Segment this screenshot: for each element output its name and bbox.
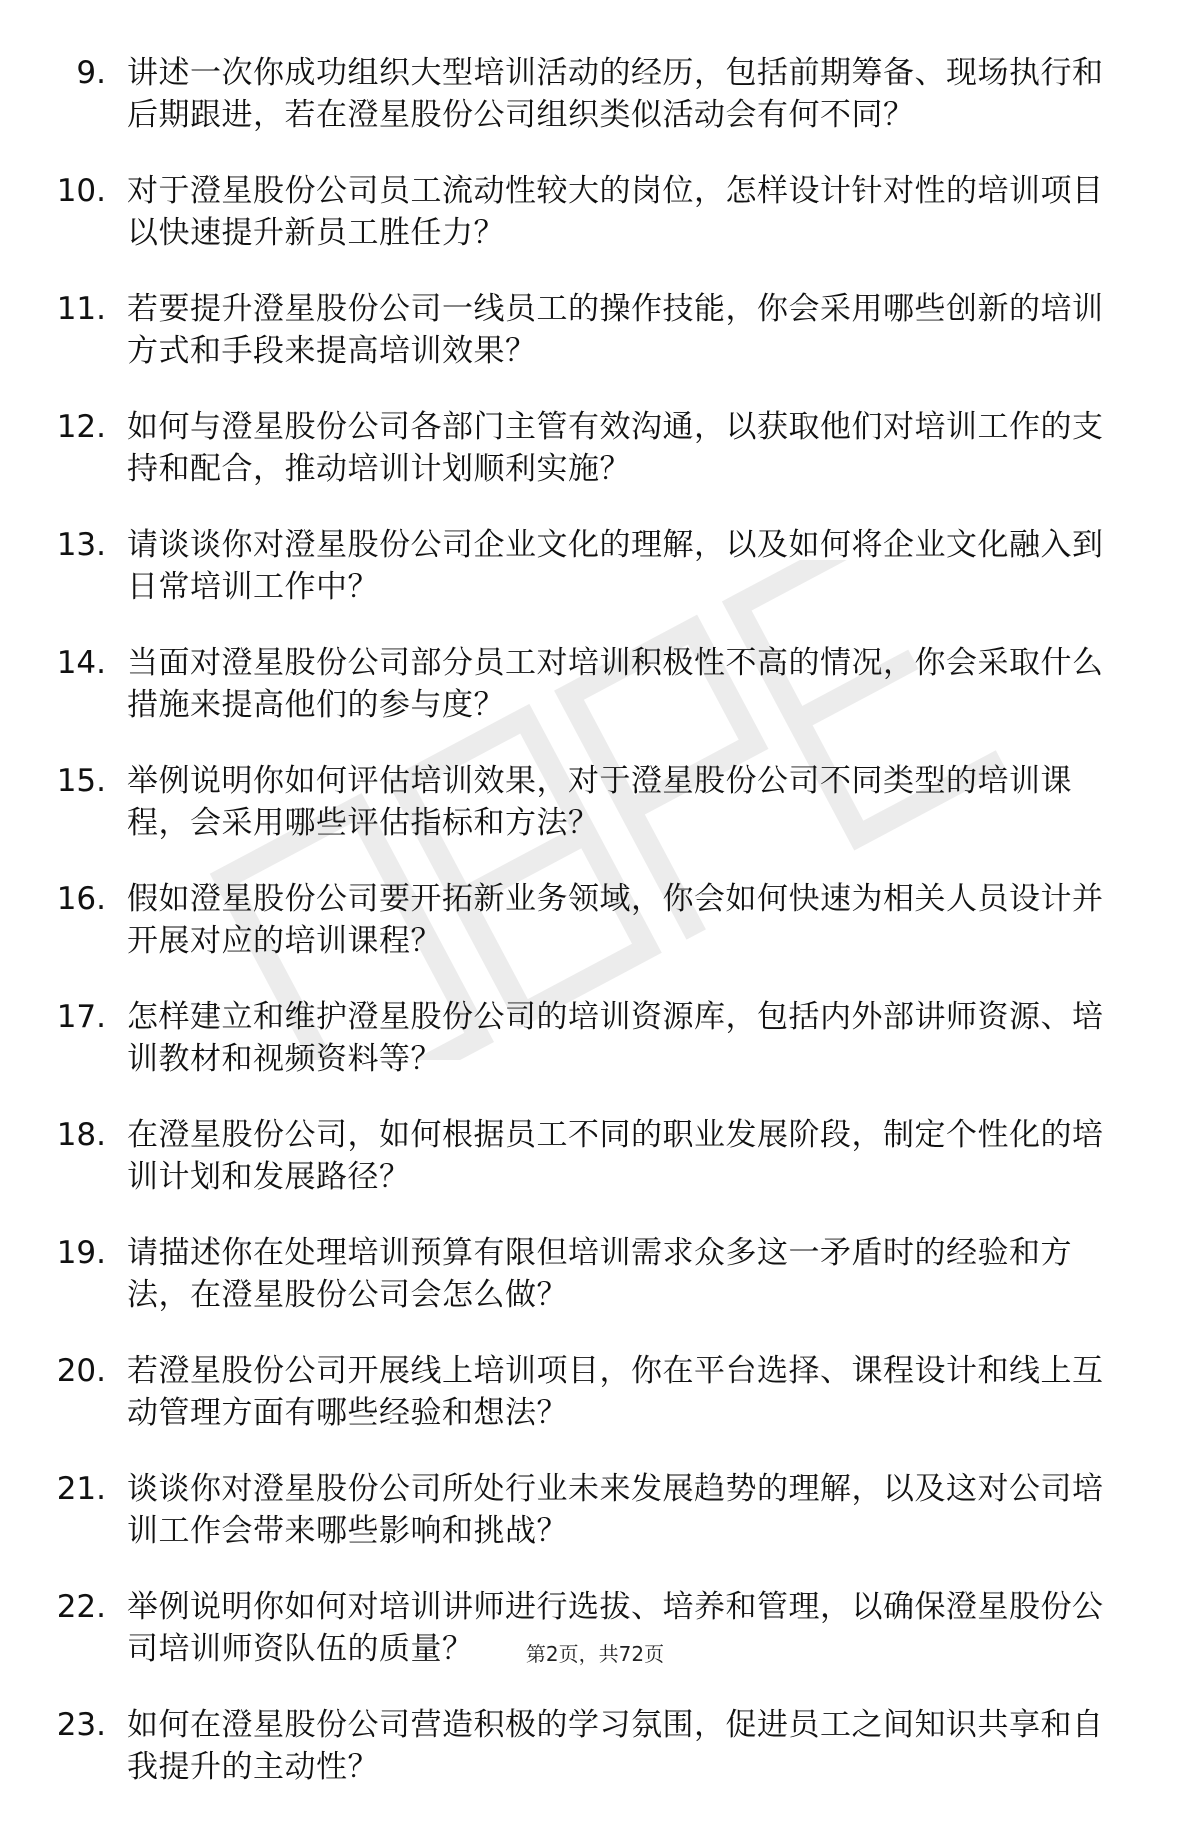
question-text: 对于澄星股份公司员工流动性较大的岗位，怎样设计针对性的培训项目以快速提升新员工胜任力？ [127, 173, 1104, 251]
question-text: 如何与澄星股份公司各部门主管有效沟通，以获取他们对培训工作的支持和配合，推动培训计划顺利实施？ [127, 409, 1104, 487]
question-text: 在澄星股份公司，如何根据员工不同的职业发展阶段，制定个性化的培训计划和发展路径？ [127, 1117, 1104, 1195]
question-number: 21. [56, 1471, 106, 1507]
list-item [0, 878, 1190, 996]
question-number: 23. [56, 1707, 106, 1743]
question-number: 14. [56, 645, 106, 681]
question-number: 19. [56, 1235, 106, 1271]
question-text: 当面对澄星股份公司部分员工对培训积极性不高的情况，你会采取什么措施来提高他们的参与度？ [127, 645, 1104, 723]
question-number: 22. [56, 1589, 106, 1625]
question-number: 16. [56, 881, 106, 917]
list-item [0, 1232, 1190, 1350]
question-text: 若澄星股份公司开展线上培训项目，你在平台选择、课程设计和线上互动管理方面有哪些经验和想法？ [127, 1353, 1104, 1431]
question-text: 怎样建立和维护澄星股份公司的培训资源库，包括内外部讲师资源、培训教材和视频资料等？ [127, 999, 1104, 1077]
question-list [0, 52, 1190, 1822]
list-item [0, 1350, 1190, 1468]
list-item [0, 1114, 1190, 1232]
question-text: 如何在澄星股份公司营造积极的学习氛围，促进员工之间知识共享和自我提升的主动性？ [127, 1707, 1104, 1785]
question-text: 若要提升澄星股份公司一线员工的操作技能，你会采用哪些创新的培训方式和手段来提高培训效果？ [127, 291, 1104, 369]
question-number: 15. [56, 763, 106, 799]
list-item [0, 996, 1190, 1114]
list-item [0, 642, 1190, 760]
list-item [0, 1704, 1190, 1822]
list-item [0, 52, 1190, 170]
list-item [0, 760, 1190, 878]
question-number: 12. [56, 409, 106, 445]
question-number: 18. [56, 1117, 106, 1153]
question-text: 请描述你在处理培训预算有限但培训需求众多这一矛盾时的经验和方法，在澄星股份公司会怎么做？ [127, 1235, 1072, 1313]
list-item [0, 524, 1190, 642]
list-item [0, 288, 1190, 406]
question-text: 举例说明你如何对培训讲师进行选拔、培养和管理，以确保澄星股份公司培训师资队伍的质量？ [127, 1589, 1104, 1667]
question-text: 谈谈你对澄星股份公司所处行业未来发展趋势的理解，以及这对公司培训工作会带来哪些影响和挑战？ [127, 1471, 1104, 1549]
list-item [0, 1468, 1190, 1586]
page-indicator: 第2页，共72页 [525, 1642, 665, 1666]
question-text: 请谈谈你对澄星股份公司企业文化的理解，以及如何将企业文化融入到日常培训工作中？ [127, 527, 1104, 605]
question-number: 17. [56, 999, 106, 1035]
question-number: 13. [56, 527, 106, 563]
question-text: 举例说明你如何评估培训效果，对于澄星股份公司不同类型的培训课程，会采用哪些评估指标和方法？ [127, 763, 1072, 841]
list-item [0, 406, 1190, 524]
question-number: 10. [56, 173, 106, 209]
question-text: 讲述一次你成功组织大型培训活动的经历，包括前期筹备、现场执行和后期跟进，若在澄星股份公司组织类似活动会有何不同？ [127, 55, 1104, 133]
question-number: 20. [56, 1353, 106, 1389]
question-number: 9. [76, 55, 106, 91]
question-text: 假如澄星股份公司要开拓新业务领域，你会如何快速为相关人员设计并开展对应的培训课程？ [127, 881, 1104, 959]
list-item [0, 170, 1190, 288]
question-number: 11. [56, 291, 106, 327]
